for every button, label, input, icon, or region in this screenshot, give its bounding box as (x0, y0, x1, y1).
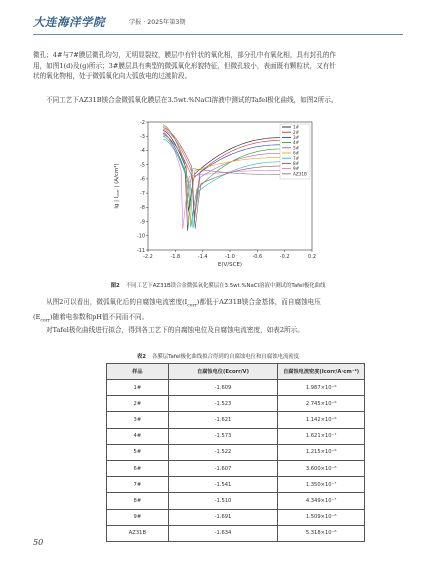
y-tick-label: -2 (140, 119, 145, 126)
legend-label: 3# (293, 135, 300, 140)
paragraph-1-line-2: 用，如图1(d)及(g)所示；3#膜层具有典型的微弧氧化形貌特征，但微孔较小，表面既有颗粒状，又有针 (33, 61, 336, 70)
icorr-cell: 4.349×10⁻⁷ (278, 493, 365, 509)
paragraph-2: 不同工艺下AZ31B镁合金微弧氧化膜层在3.5wt.%NaCl溶液中测试的Tafel极化曲线，如图2所示。 (46, 96, 338, 104)
paragraph-3-line-2: (E (33, 312, 41, 321)
header-rule (33, 34, 403, 35)
figure-caption (33, 281, 403, 289)
legend-label: 2# (293, 129, 300, 135)
icorr-cell: 3.600×10⁻⁶ (278, 460, 365, 476)
legend-label: 5# (293, 145, 300, 151)
series-line (163, 132, 281, 229)
table-row (107, 380, 365, 396)
table-number: 表2 (136, 354, 146, 360)
legend-label: 8# (293, 161, 300, 166)
header-icorr: 自腐蚀电流密度(Icorr/A·cm⁻²) (278, 364, 365, 380)
table-row (107, 428, 365, 444)
table-row (107, 477, 365, 493)
icorr-cell: 1.142×10⁻⁶ (278, 412, 365, 428)
icorr-cell: 1.350×10⁻⁷ (278, 477, 365, 493)
tafel-chart (110, 118, 320, 278)
icorr-subscript: corr (187, 303, 197, 309)
table-row (107, 509, 365, 525)
sample-cell: 1# (107, 380, 169, 396)
paragraph-4: 对Tafel极化曲线进行拟合，得到各工艺下的自腐蚀电位及自腐蚀电流密度，如表2所示。 (46, 326, 304, 334)
sample-cell: 3# (107, 412, 169, 428)
ecorr-cell: -1.634 (168, 525, 278, 541)
paragraph-3-line-1: 从图2可以看出，微弧氧化后的自腐蚀电流密度(I (46, 298, 188, 306)
y-tick-label: -5 (140, 162, 145, 169)
header-ecorr: 自腐蚀电位(Ecorr/V) (168, 364, 278, 380)
paragraph-1-line-1: 微孔；4#与7#膜层微孔均匀，无明显裂纹，膜层中有针状的氧化相，部分孔中有氧化相，具有封孔的作 (33, 51, 336, 59)
paragraph-1-line-3: 状的氧化物相，处于微弧氧化向大弧放电的过渡阶段。 (33, 72, 192, 81)
y-tick-label: -9 (140, 219, 145, 226)
legend-label: 6# (293, 150, 300, 156)
ecorr-cell: -1.607 (168, 460, 278, 476)
x-tick-label: -1.8 (170, 254, 181, 260)
icorr-cell: 1.509×10⁻⁶ (278, 509, 365, 525)
x-tick-label: -0.6 (252, 254, 263, 260)
table-row (107, 444, 365, 460)
icorr-cell: 1.621×10⁻⁷ (278, 428, 365, 444)
page-number: 50 (33, 538, 44, 547)
legend-label: 1# (293, 124, 300, 130)
figure-number: 图2 (110, 283, 120, 289)
ecorr-cell: -1.510 (168, 493, 278, 509)
table-header-row (107, 364, 365, 380)
table-row (107, 412, 365, 428)
table-caption (33, 352, 403, 360)
journal-header (33, 14, 403, 32)
ecorr-cell: -1.691 (168, 509, 278, 525)
icorr-cell: 5.318×10⁻⁶ (278, 525, 365, 541)
icorr-cell: 1.987×10⁻⁶ (278, 380, 365, 396)
x-tick-label: -1.0 (225, 254, 235, 260)
series-line (163, 131, 281, 212)
y-tick-label: -6 (140, 176, 145, 183)
ecorr-cell: -1.621 (168, 412, 278, 428)
y-tick-label: -11 (136, 247, 145, 254)
paragraph-1 (33, 50, 403, 82)
results-table (106, 363, 365, 542)
ecorr-cell: -1.522 (168, 444, 278, 460)
sample-cell: AZ31B (107, 525, 169, 541)
table-row (107, 460, 365, 476)
sample-cell: 8# (107, 493, 169, 509)
sample-cell: 4# (107, 428, 169, 444)
series-line (163, 136, 281, 227)
paragraph-3-line-2b: )随着电参数和pH值不同而不同。 (49, 312, 149, 321)
ecorr-subscript: corr (40, 318, 50, 324)
ecorr-cell: -1.609 (168, 380, 278, 396)
table-row (107, 396, 365, 412)
y-tick-label: -3 (140, 134, 145, 141)
x-tick-label: -0.2 (279, 254, 290, 260)
table-row (107, 525, 365, 541)
y-tick-label: -4 (140, 148, 145, 155)
header-sample: 样品 (107, 364, 169, 380)
sample-cell: 7# (107, 477, 169, 493)
paragraph-3 (33, 297, 403, 327)
journal-issue: 学报 · 2025年第3期 (129, 19, 186, 26)
table-row (107, 493, 365, 509)
journal-logo: 大连海洋学院 (33, 15, 105, 29)
legend-label: 9# (293, 166, 300, 172)
legend-label: AZ31B (293, 171, 307, 177)
sample-cell: 2# (107, 396, 169, 412)
sample-cell: 5# (107, 444, 169, 460)
series-line (163, 133, 281, 230)
x-axis-label: E(V/SCE) (217, 262, 243, 268)
y-axis-label: lg | $I_{corr}$ | (A/cm²) (114, 163, 121, 209)
sample-cell: 6# (107, 460, 169, 476)
x-tick-label: 0.2 (308, 254, 316, 260)
icorr-cell: 2.745×10⁻⁶ (278, 396, 365, 412)
x-tick-label: -1.4 (197, 254, 208, 260)
y-tick-label: -8 (140, 205, 145, 212)
table-caption-text: 各膜层Tafel极化曲线拟合得到的自腐蚀电位和自腐蚀电流密度 (151, 354, 300, 360)
sample-cell: 9# (107, 509, 169, 525)
ecorr-cell: -1.573 (168, 428, 278, 444)
ecorr-cell: -1.541 (168, 477, 278, 493)
paragraph-3-line-1b: )都低于AZ31B镁合金基体，而自腐蚀电压 (196, 298, 321, 306)
ecorr-cell: -1.523 (168, 396, 278, 412)
x-tick-label: -2.2 (143, 254, 153, 260)
y-tick-label: -10 (136, 233, 145, 240)
legend-label: 4# (293, 140, 300, 146)
y-tick-label: -7 (140, 190, 145, 197)
legend-label: 7# (293, 155, 300, 161)
icorr-cell: 1.215×10⁻⁶ (278, 444, 365, 460)
figure-caption-text: 不同工艺下AZ31B镁合金微弧氧化膜层在3.5wt.%NaCl溶液中测试的Tafel极化曲线 (125, 283, 326, 289)
